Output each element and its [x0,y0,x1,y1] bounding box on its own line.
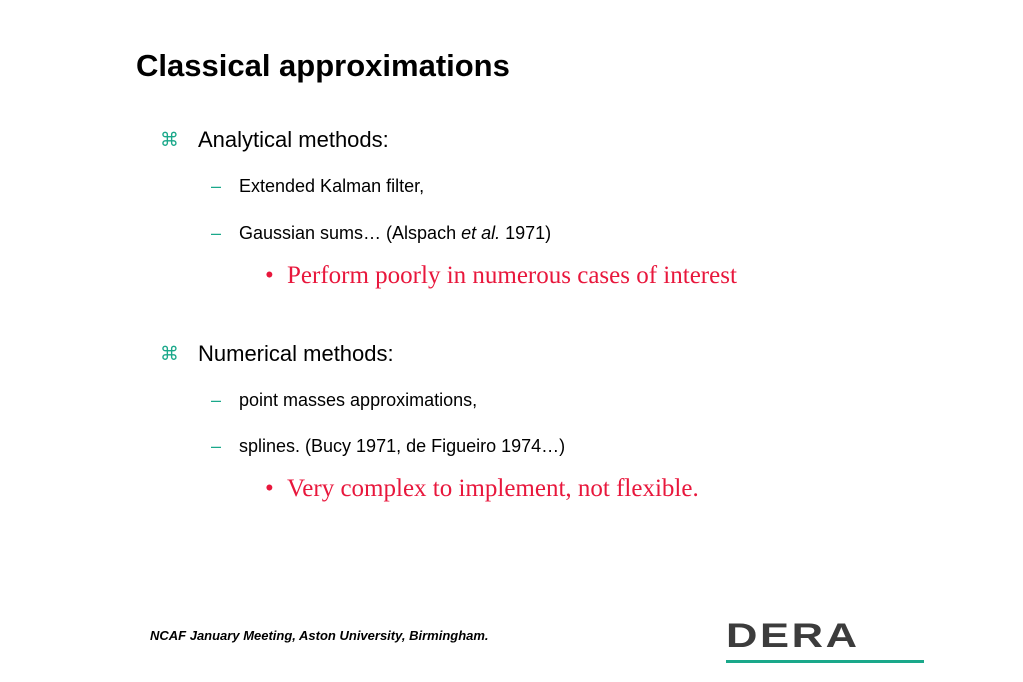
note-text: Perform poorly in numerous cases of interest [287,262,737,289]
dash-bullet: – [211,436,222,456]
note-text: Very complex to implement, not flexible. [287,475,699,502]
footer-caption: NCAF January Meeting, Aston University, Birmingham. [150,628,489,643]
text-before: Gaussian sums… (Alspach [239,223,462,243]
text-after: 1971) [500,223,552,243]
list-item-text: Extended Kalman filter, [239,176,425,196]
command-icon: ⌘ [160,343,179,365]
dash-bullet: – [211,223,222,243]
section-heading-label: Numerical methods: [198,341,394,366]
bullet-dot: • [265,262,274,289]
bullet-dot: • [265,475,274,502]
logo-text: DERA [726,617,860,655]
text-italic: et al. [461,223,501,243]
slide-title: Classical approximations [136,48,510,83]
list-item-text: point masses approximations, [239,390,478,410]
list-item-text [239,221,551,245]
dera-logo [726,617,926,666]
dash-bullet: – [211,390,222,410]
dash-bullet: – [211,176,222,196]
section-heading-label: Analytical methods: [198,127,389,152]
command-icon: ⌘ [160,129,179,151]
list-item-text: splines. (Bucy 1971, de Figueiro 1974…) [239,436,566,456]
logo-underline [726,660,924,663]
